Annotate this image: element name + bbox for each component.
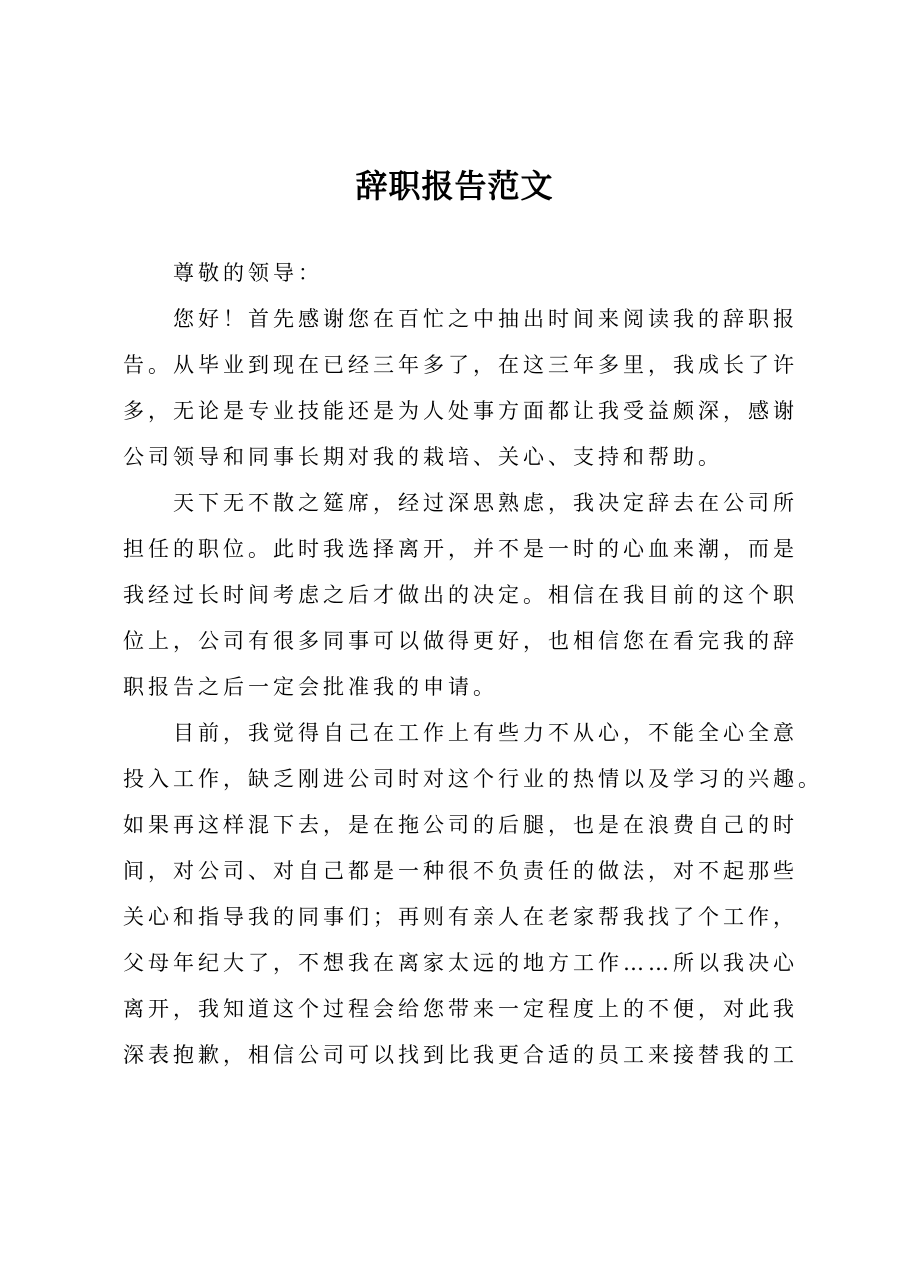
paragraph-line: 深表抱歉，相信公司可以找到比我更合适的员工来接替我的工 bbox=[123, 1043, 798, 1067]
paragraph-line: 多，无论是专业技能还是为人处事方面都让我受益颇深，感谢 bbox=[123, 399, 798, 423]
paragraph-line: 位上，公司有很多同事可以做得更好，也相信您在看完我的辞 bbox=[123, 629, 798, 653]
salutation: 尊敬的领导： bbox=[173, 261, 323, 285]
paragraph-line: 关心和指导我的同事们；再则有亲人在老家帮我找了个工作， bbox=[123, 905, 798, 929]
paragraph-line: 您好！首先感谢您在百忙之中抽出时间来阅读我的辞职报 bbox=[173, 307, 798, 331]
paragraph-line: 职报告之后一定会批准我的申请。 bbox=[123, 675, 498, 699]
paragraph-line: 担任的职位。此时我选择离开，并不是一时的心血来潮，而是 bbox=[123, 537, 798, 561]
paragraph-line: 投入工作，缺乏刚进公司时对这个行业的热情以及学习的兴趣。 bbox=[123, 767, 823, 791]
paragraph-line: 父母年纪大了，不想我在离家太远的地方工作……所以我决心 bbox=[123, 951, 798, 975]
paragraph-line: 目前，我觉得自己在工作上有些力不从心，不能全心全意 bbox=[173, 721, 798, 745]
paragraph-line: 如果再这样混下去，是在拖公司的后腿，也是在浪费自己的时 bbox=[123, 813, 798, 837]
paragraph-line: 公司领导和同事长期对我的栽培、关心、支持和帮助。 bbox=[123, 445, 723, 469]
document-title: 辞职报告范文 bbox=[355, 167, 554, 205]
paragraph-line: 离开，我知道这个过程会给您带来一定程度上的不便，对此我 bbox=[123, 997, 798, 1021]
document-body bbox=[123, 250, 823, 1078]
paragraph-line: 间，对公司、对自己都是一种很不负责任的做法，对不起那些 bbox=[123, 859, 798, 883]
paragraph-line: 天下无不散之筵席，经过深思熟虑，我决定辞去在公司所 bbox=[173, 491, 798, 515]
paragraph-line: 告。从毕业到现在已经三年多了，在这三年多里，我成长了许 bbox=[123, 353, 798, 377]
paragraph-line: 我经过长时间考虑之后才做出的决定。相信在我目前的这个职 bbox=[123, 583, 798, 607]
